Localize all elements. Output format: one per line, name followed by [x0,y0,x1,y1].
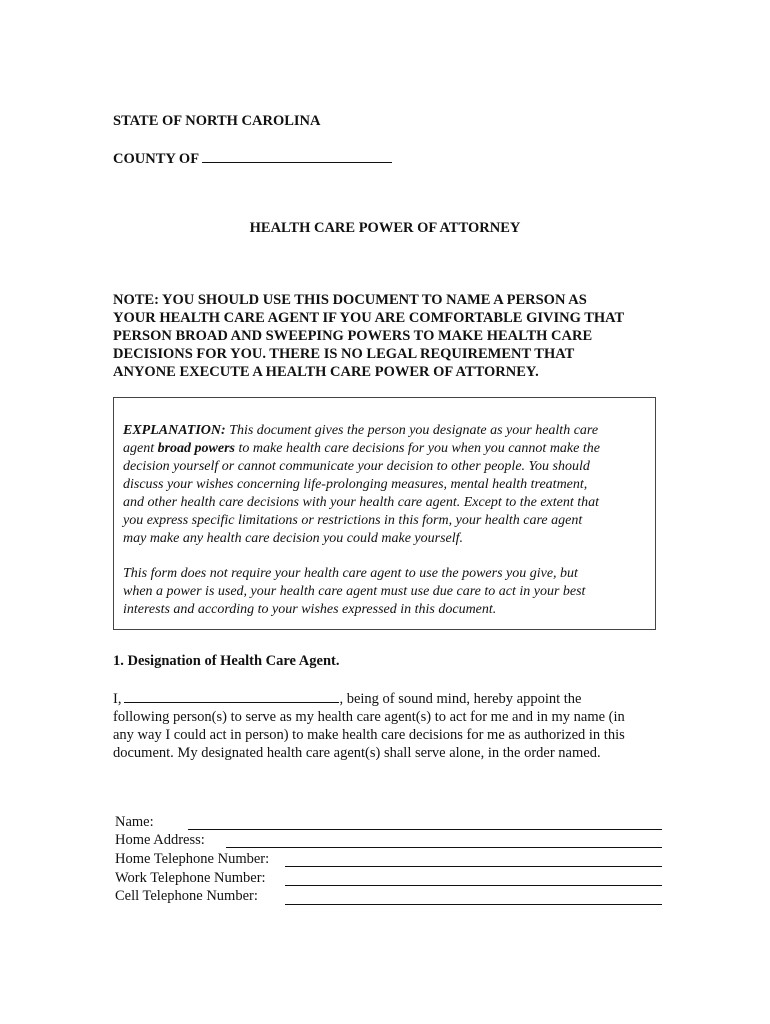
county-label: COUNTY OF [113,151,200,167]
note-line: NOTE: YOU SHOULD USE THIS DOCUMENT TO NAME A PERSON AS [113,292,587,308]
explanation-line2-start: agent [123,441,158,456]
state-heading: STATE OF NORTH CAROLINA [113,113,321,129]
paragraph-gap [123,548,600,565]
home-phone-field[interactable] [285,866,662,867]
note-line: YOUR HEALTH CARE AGENT IF YOU ARE COMFORTABLE GIVING THAT [113,310,625,326]
section-heading: 1. Designation of Health Care Agent. [113,653,340,669]
note-line: PERSON BROAD AND SWEEPING POWERS TO MAKE HEALTH CARE [113,328,593,344]
principal-name-blank[interactable] [124,688,339,703]
document-title: HEALTH CARE POWER OF ATTORNEY [249,220,521,236]
explanation-line: discuss your wishes concerning life-prolonging measures, mental health treatment, [123,477,588,492]
explanation-line [123,422,600,440]
appointment-line: any way I could act in person) to make health care decisions for me as authorized in this [113,727,625,743]
explanation-box [113,397,656,630]
appoint-prefix: I, [113,691,122,707]
explanation-text [123,422,600,619]
home-address-label: Home Address: [115,832,205,848]
home-address-field[interactable] [226,847,662,848]
home-phone-label: Home Telephone Number: [115,851,270,867]
name-label: Name: [115,814,154,830]
explanation-line1-text: This document gives the person you designate as your health care [225,423,599,438]
work-phone-label: Work Telephone Number: [115,870,266,886]
county-line [113,148,392,168]
appointment-line [113,688,625,708]
note-line: ANYONE EXECUTE A HEALTH CARE POWER OF ATTORNEY. [113,364,539,380]
county-blank[interactable] [202,148,392,163]
cell-phone-field[interactable] [285,904,662,905]
appointment-paragraph [113,688,625,762]
name-field[interactable] [188,829,662,830]
appointment-line: following person(s) to serve as my health care agent(s) to act for me and in my name (in [113,709,625,725]
note-line: DECISIONS FOR YOU. THERE IS NO LEGAL REQUIREMENT THAT [113,346,575,362]
explanation-line [123,440,600,458]
explanation-line: you express specific limitations or restrictions in this form, your health care agent [123,513,583,528]
explanation-line: decision yourself or cannot communicate your decision to other people. You should [123,459,590,474]
explanation-line: when a power is used, your health care agent must use due care to act in your best [123,584,586,599]
broad-powers-emphasis: broad powers [157,441,236,456]
explanation-label: EXPLANATION: [123,423,226,438]
cell-phone-label: Cell Telephone Number: [115,888,258,904]
explanation-line2-rest: to make health care decisions for you when you cannot make the [235,441,600,456]
explanation-line: interests and according to your wishes expressed in this document. [123,602,497,617]
explanation-line: may make any health care decision you could make yourself. [123,531,464,546]
explanation-line: This form does not require your health care agent to use the powers you give, but [123,566,578,581]
appointment-line: document. My designated health care agent(s) shall serve alone, in the order named. [113,745,601,761]
work-phone-field[interactable] [285,885,662,886]
appoint-suffix: , being of sound mind, hereby appoint the [339,691,582,707]
note-paragraph [113,291,673,381]
explanation-line: and other health care decisions with your health care agent. Except to the extent that [123,495,600,510]
